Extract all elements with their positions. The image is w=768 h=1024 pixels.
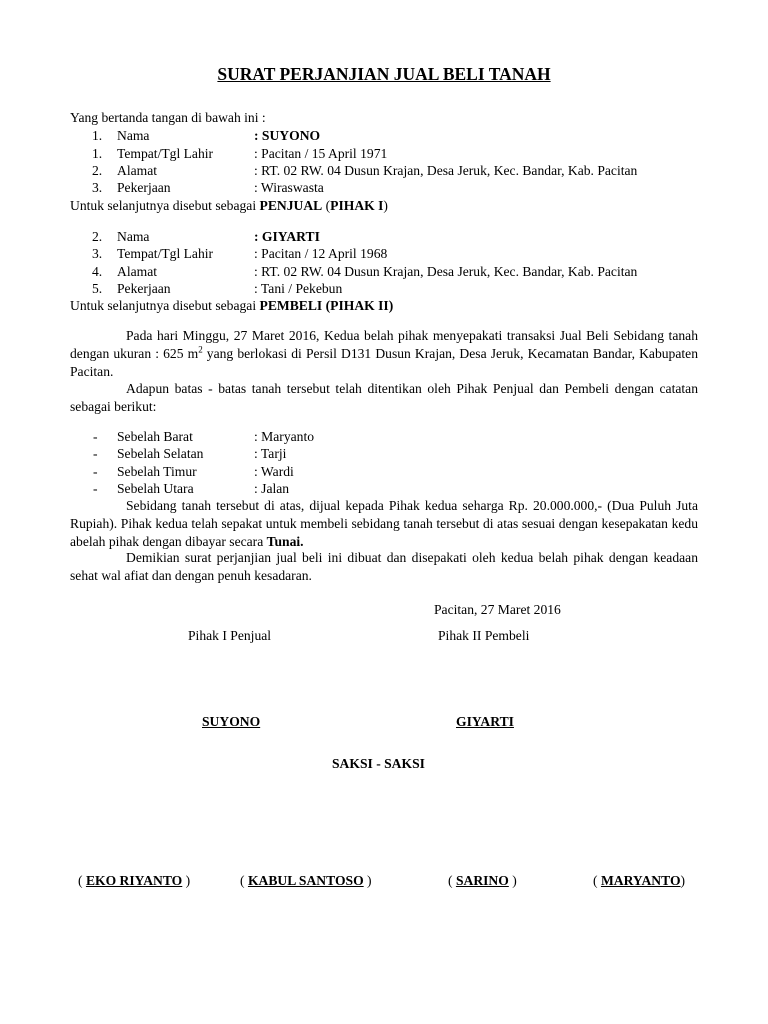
list-item: - Sebelah Timur : Wardi xyxy=(93,464,294,479)
signer-left-name: SUYONO xyxy=(202,714,261,729)
signer-left-role: Pihak I Penjual xyxy=(188,628,272,643)
paragraph-transaction: Pada hari Minggu, 27 Maret 2016, Kedua belah pihak menyepakati transaksi Jual Beli Sebidang tanah dengan ukuran : 625 $m^2$ yang berlokasi di Persil D131 Dusun Krajan, Desa Jeruk, Kecamatan Bandar, Kabupaten Pacitan. xyxy=(70,328,698,379)
pihak2-row-ttl: 3. Tempat/Tgl Lahir : Pacitan / 12 April 1968 xyxy=(92,246,388,261)
witness-2: ( KABUL SANTOSO ) xyxy=(240,873,372,888)
witness-4: ( MARYANTO) xyxy=(593,873,686,888)
document-title: SURAT PERJANJIAN JUAL BELI TANAH xyxy=(217,64,551,84)
pihak1-row-pekerjaan: 3. Pekerjaan : Wiraswasta xyxy=(92,180,324,195)
pihak2-row-nama: 2. Nama : GIYARTI xyxy=(92,229,320,244)
witness-3: ( SARINO ) xyxy=(448,873,517,888)
paragraph-price: Sebidang tanah tersebut di atas, dijual kepada Pihak kedua seharga Rp. 20.000.000,- (Dua Puluh Juta Rupiah). Pihak kedua telah sepakat untuk membeli sebidang tanah tersebut di atas sesuai dengan kesepakatan kedu abelah pihak dengan dibayar secara Tunai. xyxy=(70,498,698,549)
place-date: Pacitan, 27 Maret 2016 xyxy=(434,602,561,617)
intro-text: Yang bertanda tangan di bawah ini : xyxy=(70,110,266,125)
list-item: - Sebelah Utara : Jalan xyxy=(93,481,290,496)
pihak2-row-alamat: 4. Alamat : RT. 02 RW. 04 Dusun Krajan, Desa Jeruk, Kec. Bandar, Kab. Pacitan xyxy=(92,264,638,279)
witness-1: ( EKO RIYANTO ) xyxy=(78,873,191,888)
pihak2-closing: Untuk selanjutnya disebut sebagai PEMBELI (PIHAK II) xyxy=(70,298,394,313)
paragraph-boundaries: Adapun batas - batas tanah tersebut telah ditentikan oleh Pihak Penjual dan Pembeli dengan catatan sebagai berikut: xyxy=(70,381,698,414)
pihak1-row-ttl: 1. Tempat/Tgl Lahir : Pacitan / 15 April 1971 xyxy=(92,146,388,161)
witnesses-title: SAKSI - SAKSI xyxy=(332,756,425,771)
list-item: - Sebelah Barat : Maryanto xyxy=(93,429,315,444)
list-item: - Sebelah Selatan : Tarji xyxy=(93,446,287,461)
pihak1-row-nama: 1. Nama : SUYONO xyxy=(92,128,321,143)
paragraph-closing: Demikian surat perjanjian jual beli ini dibuat dan disepakati oleh kedua belah pihak dengan keadaan sehat wal afiat dan dengan penuh kesadaran. xyxy=(70,550,698,583)
pihak2-row-pekerjaan: 5. Pekerjaan : Tani / Pekebun xyxy=(92,281,343,296)
signer-right-role: Pihak II Pembeli xyxy=(438,628,530,643)
signer-right-name: GIYARTI xyxy=(456,714,514,729)
pihak1-row-alamat: 2. Alamat : RT. 02 RW. 04 Dusun Krajan, Desa Jeruk, Kec. Bandar, Kab. Pacitan xyxy=(92,163,638,178)
pihak1-closing: Untuk selanjutnya disebut sebagai PENJUAL (PIHAK I) xyxy=(70,198,388,213)
